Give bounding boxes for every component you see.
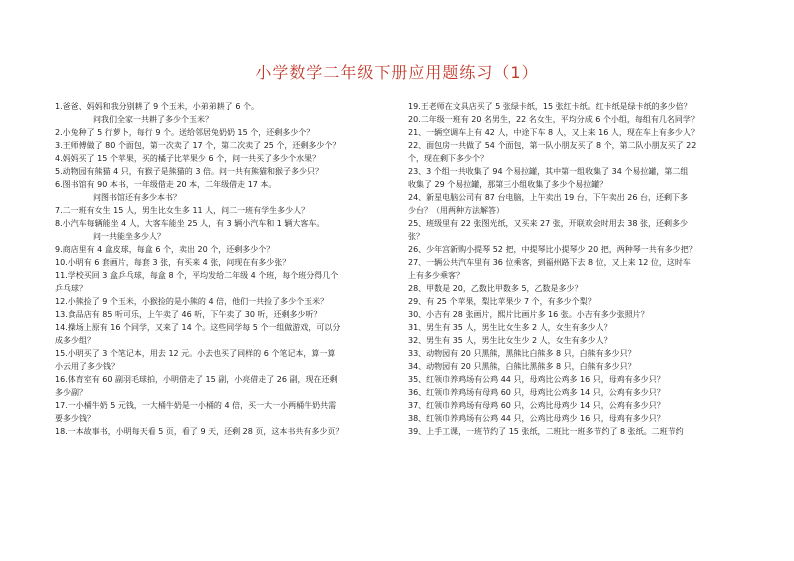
question-line: 7.二一班有女生 15 人，男生比女生多 11 人，问二一班有学生多少人？ bbox=[55, 206, 310, 215]
left-question-column bbox=[55, 100, 385, 438]
question-line: 4.妈妈买了 15 个苹果，买的橘子比苹果少 6 个，问一共买了多少个水果？ bbox=[55, 154, 321, 163]
question-line: 14.操场上原有 16 个同学，又来了 14 个。这些同学每 5 个一组做游戏，可以分 bbox=[55, 323, 341, 332]
question-line: 成多少组？ bbox=[55, 336, 95, 345]
question-line: 27、一辆公共汽车里有 36 位乘客，到福州路下去 8 位，又上来 12 位，这时车 bbox=[408, 258, 691, 267]
right-question-column bbox=[408, 100, 746, 438]
question-line: 35、红领巾养鸡场有公鸡 44 只，母鸡比公鸡多 16 只，母鸡有多少只？ bbox=[408, 375, 665, 384]
question-line: 个，现在剩下多少个？ bbox=[408, 154, 488, 163]
worksheet-title: 小学数学二年级下册应用题练习（1） bbox=[255, 63, 539, 82]
question-line: 15.小明买了 3 个笔记本，用去 12 元。小去也买了同样的 6 个笔记本，算一算 bbox=[55, 349, 336, 358]
question-line: 17.一小桶牛奶 5 元钱，一大桶牛奶是一小桶的 4 倍，买一大一小两桶牛奶共需 bbox=[55, 401, 337, 410]
question-line: 20.二年级一班有 20 名男生，22 名女生，平均分成 6 个小组，每组有几名同学？ bbox=[408, 115, 699, 124]
question-line: 3.王师傅做了 80 个面包，第一次卖了 17 个，第二次卖了 25 个，还剩多少个？ bbox=[55, 141, 341, 150]
question-line: 小云用了多少钱？ bbox=[55, 362, 119, 371]
question-line: 6.图书馆有 90 本书，一年级借走 20 本，二年级借走 17 本。 bbox=[55, 180, 277, 189]
question-line: 问图书馆还有多少本书？ bbox=[93, 193, 181, 202]
question-line: 25、班级里有 22 张图光纸，又买来 27 张，开联欢会时用去 38 张，还剩多少 bbox=[408, 219, 688, 228]
question-line: 36、红领巾养鸡场有母鸡 60 只，母鸡比公鸡多 14 只，公鸡有多少只？ bbox=[408, 388, 665, 397]
question-line: 29、有 25 个苹果，梨比苹果少 7 个，有多少个梨？ bbox=[408, 297, 596, 306]
question-line: 19.王老师在文具店买了 5 张绿卡纸，15 张红卡纸。红卡纸是绿卡纸的多少倍？ bbox=[408, 102, 692, 111]
question-line: 32、男生有 35 人，男生比女生少 2 人，女生有多少人？ bbox=[408, 336, 612, 345]
question-line: 22、面包房一共做了 54 个面包，第一队小朋友买了 8 个，第二队小朋友买了 22 bbox=[408, 141, 697, 150]
question-line: 26、少年宫新购小提琴 52 把，中提琴比小提琴少 20 把，两种琴一共有多少把？ bbox=[408, 245, 697, 254]
question-line: 34、动物园有 20 只黑熊，白熊比黑熊多 8 只，白熊有多少只？ bbox=[408, 362, 636, 371]
question-line: 24、新星电脑公司有 87 台电脑，上午卖出 19 台，下午卖出 26 台，还剩下多 bbox=[408, 193, 688, 202]
question-line: 30、小吉有 28 张画片，熙片比画片多 16 张。小吉有多少张照片？ bbox=[408, 310, 649, 319]
question-line: 10.小明有 6 套画片，每套 3 张，有买来 4 张，问现在有多少张？ bbox=[55, 258, 291, 267]
question-line: 多少副？ bbox=[55, 388, 87, 397]
question-line: 39、上手工课，一班节约了 15 张纸，二班比一班多节约了 8 张纸。二班节约 bbox=[408, 427, 684, 436]
question-line: 少台？（用两种方法解答） bbox=[408, 206, 504, 215]
question-line: 要多少钱？ bbox=[55, 414, 95, 423]
question-line: 13.食品店有 85 听可乐，上午卖了 46 听，下午卖了 30 听，还剩多少听？ bbox=[55, 310, 322, 319]
question-line: 31、男生有 35 人，男生比女生多 2 人，女生有多少人？ bbox=[408, 323, 612, 332]
question-line: 2.小兔种了 5 行萝卜，每行 9 个。送给邻居兔奶奶 15 个，还剩多少个？ bbox=[55, 128, 315, 137]
question-line: 33、动物园有 20 只黑熊，黑熊比白熊多 8 只，白熊有多少只？ bbox=[408, 349, 636, 358]
question-line: 38、红领巾养鸡场有公鸡 44 只，公鸡比母鸡少 16 只，母鸡有多少只？ bbox=[408, 414, 665, 423]
question-line: 18.一本故事书，小明每天看 5 页，看了 9 天，还剩 28 页，这本书共有多少页？ bbox=[55, 427, 344, 436]
question-line: 21、一辆空调车上有 42 人，中途下车 8 人，又上来 16 人，现在车上有多少人？ bbox=[408, 128, 699, 137]
question-line: 问一共能坐多少人？ bbox=[93, 232, 165, 241]
question-line: 9.商店里有 4 盒皮球，每盒 6 个，卖出 20 个，还剩多少个？ bbox=[55, 245, 275, 254]
question-line: 12.小熊捡了 9 个玉米，小猴捡的是小熊的 4 倍，他们一共捡了多少个玉米？ bbox=[55, 297, 329, 306]
question-line: 上有多少乘客？ bbox=[408, 271, 464, 280]
question-line: 11.学校买回 3 盒乒乓球，每盒 8 个，平均发给二年级 4 个班，每个班分得几个 bbox=[55, 271, 339, 280]
question-line: 乒乓球？ bbox=[55, 284, 87, 293]
question-line: 28、甲数是 20，乙数比甲数多 5，乙数是多少？ bbox=[408, 284, 583, 293]
question-line: 37、红领巾养鸡场有母鸡 60 只，公鸡比母鸡少 14 只，公鸡有多少只？ bbox=[408, 401, 665, 410]
question-line: 1.爸爸、妈妈和我分别耕了 9 个玉米，小弟弟耕了 6 个。 bbox=[55, 102, 259, 111]
question-line: 16.体育室有 60 副羽毛球拍，小明借走了 15 副，小亮借走了 26 副，现在还剩 bbox=[55, 375, 338, 384]
question-line: 张？ bbox=[408, 232, 424, 241]
question-line: 收集了 29 个易拉罐，那第三小组收集了多少个易拉罐？ bbox=[408, 180, 608, 189]
question-line: 8.小汽车每辆能坐 4 人，大客车能坐 25 人，有 3 辆小汽车和 1 辆大客车。 bbox=[55, 219, 325, 228]
question-line: 问我们全家一共耕了多少个玉米？ bbox=[93, 115, 213, 124]
question-line: 5.动物园有熊猫 4 只，有猴子是熊猫的 3 倍。问一共有熊猫和猴子多少只？ bbox=[55, 167, 323, 176]
question-line: 23、3 个组一共收集了 94 个易拉罐，其中第一组收集了 34 个易拉罐，第二组 bbox=[408, 167, 689, 176]
